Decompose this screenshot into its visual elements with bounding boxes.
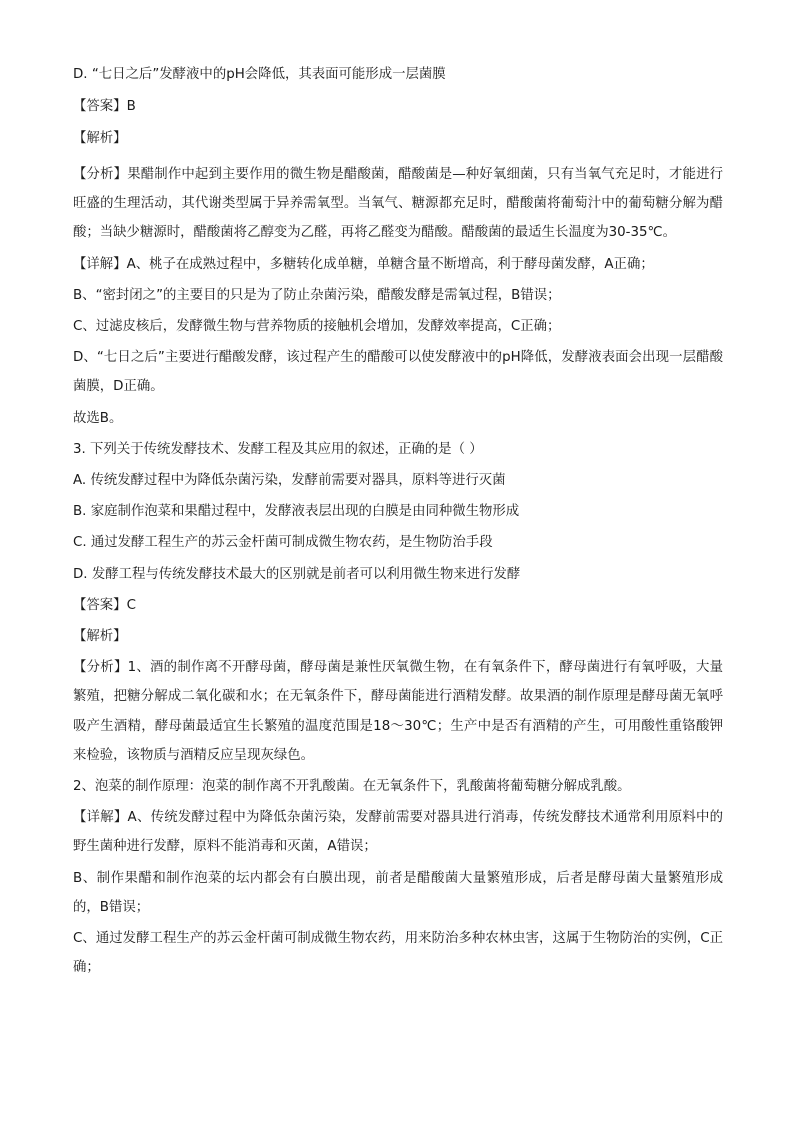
detail-a-text: A、桃子在成熟过程中，多糖转化成单糖，单糖含量不断增高，利于酵母菌发酵，A正确；: [126, 256, 654, 272]
q2-fenxi: [73, 160, 723, 248]
q3-option-d: D. 发酵工程与传统发酵技术最大的区别就是前者可以利用微生物来进行发酵: [73, 566, 521, 582]
q3-option-a: A. 传统发酵过程中为降低杂菌污染，发酵前需要对器具，原料等进行灭菌: [73, 473, 506, 489]
xiangjie-label: 【详解】: [73, 810, 128, 826]
answer-label: 【答案】: [73, 99, 127, 114]
q3-detail-a: [73, 803, 723, 861]
q3-fenxi-1: [73, 653, 723, 770]
fenxi-text-1: 1、酒的制作离不开酵母菌，酵母菌是兼性厌氧微生物，在有氧条件下，酵母菌进行有氧呼吸，大量繁殖，把糖分解成二氧化碳和水；在无氧条件下，酵母菌能进行酒精发酵。故果酒的制作原理是酵母菌无氧呼吸产生酒精，酵母菌最适宜生长繁殖的温度范围是18～30℃；生产中是否有酒精的产生，可用酸性重铬酸钾来检验，该物质与酒精反应呈现灰绿色。: [73, 660, 723, 763]
q3-analysis-label: 【解析】: [73, 629, 127, 645]
q2-detail-a: [73, 250, 723, 279]
answer-label: 【答案】: [73, 597, 127, 613]
xiangjie-label: 【详解】: [73, 256, 127, 272]
q3-option-b: B. 家庭制作泡菜和果醋过程中，发酵液表层出现的白膜是由同种微生物形成: [73, 504, 520, 520]
fenxi-text: 果醋制作中起到主要作用的微生物是醋酸菌，醋酸菌是—种好氧细菌，只有当氧气充足时，才能进行旺盛的生理活动，其代谢类型属于异养需氧型。当氧气、糖源都充足时，醋酸菌将葡萄汁中的葡萄糖分解为醋酸；当缺少糖源时，醋酸菌将乙醇变为乙醛，再将乙醛变为醋酸。醋酸菌的最适生长温度为30-35℃。: [73, 167, 724, 241]
q3-fenxi-2: 2、泡菜的制作原理：泡菜的制作离不开乳酸菌。在无氧条件下，乳酸菌将葡萄糖分解成乳酸。: [73, 779, 631, 795]
q3-detail-b: B、制作果醋和制作泡菜的坛内都会有白膜出现，前者是醋酸菌大量繁殖形成，后者是酵母菌大量繁殖形成的，B错误；: [73, 870, 723, 915]
fenxi-label: 【分析】: [73, 660, 128, 676]
q2-detail-d: D、“七日之后”主要进行醋酸发酵，该过程产生的醋酸可以使发酵液中的pH降低，发酵液表面会出现一层醋酸菌膜，D正确。: [73, 350, 723, 395]
q3-answer: [73, 591, 723, 620]
document-page: [73, 64, 723, 984]
answer-value: B: [126, 99, 136, 114]
q2-detail-c: C、过滤皮核后，发酵微生物与营养物质的接触机会增加，发酵效率提高，C正确；: [73, 319, 561, 335]
q3-option-c: C. 通过发酵工程生产的苏云金杆菌可制成微生物农药，是生物防治手段: [73, 535, 493, 551]
q2-conclusion: 故选B。: [73, 410, 123, 426]
q2-detail-b: B、“密封闭之”的主要目的只是为了防止杂菌污染，醋酸发酵是需氧过程，B错误；: [73, 287, 561, 303]
q2-answer: [73, 96, 723, 118]
fenxi-label: 【分析】: [73, 167, 128, 182]
q2-analysis-label: 【解析】: [73, 131, 127, 146]
q3-stem: 3. 下列关于传统发酵技术、发酵工程及其应用的叙述，正确的是（ ）: [73, 441, 483, 457]
q3-detail-c: C、通过发酵工程生产的苏云金杆菌可制成微生物农药，用来防治多种农林虫害，这属于生物防治的实例，C正确；: [73, 931, 723, 976]
answer-value: C: [126, 597, 136, 613]
detail-a-text: A、传统发酵过程中为降低杂菌污染，发酵前需要对器具进行消毒，传统发酵技术通常利用原料中的野生菌种进行发酵，原料不能消毒和灭菌，A错误；: [73, 810, 723, 855]
q2-option-d: D. “七日之后”发酵液中的pH会降低，其表面可能形成一层菌膜: [73, 67, 446, 82]
